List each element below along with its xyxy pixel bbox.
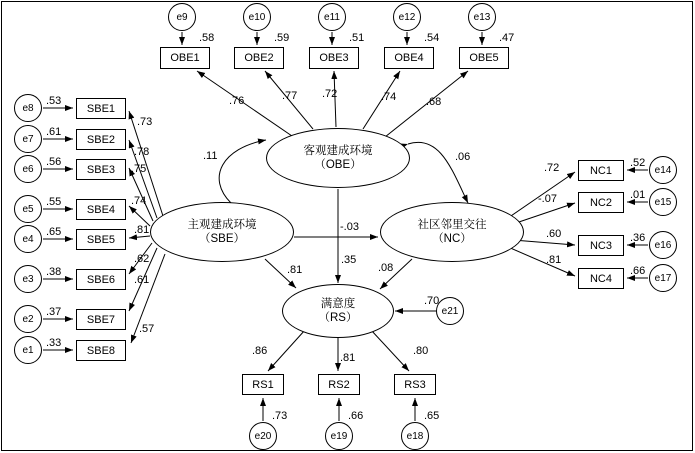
variance-e10: .59 — [274, 32, 290, 44]
edge-nc-nc2 — [513, 203, 575, 224]
loading-obe-1: .76 — [229, 95, 245, 107]
latent-obe-label-code: （OBE） — [314, 159, 362, 171]
latent-nc — [380, 202, 524, 262]
variance-e13: .47 — [499, 32, 515, 44]
error-e21: e21 — [436, 297, 464, 325]
indicator-obe5: OBE5 — [459, 47, 509, 69]
latent-obe-label-cn: 客观建成环境 — [303, 144, 373, 157]
edge-rs-rs1 — [268, 330, 305, 371]
variance-e11: .51 — [349, 32, 365, 44]
indicator-obe4: OBE4 — [384, 47, 434, 69]
error-e2: e2 — [14, 305, 42, 333]
indicator-rs2: RS2 — [318, 374, 360, 395]
error-e20: e20 — [249, 422, 277, 450]
error-e17: e17 — [649, 264, 677, 292]
error-e5: e5 — [14, 195, 42, 223]
variance-e1: .33 — [46, 337, 62, 349]
loading-nc-4: .81 — [546, 254, 562, 266]
loading-sbe-5: .81 — [134, 224, 150, 236]
variance-e7: .61 — [46, 126, 62, 138]
edge-sbe-sbe4 — [129, 206, 150, 226]
error-e1: e1 — [14, 336, 42, 364]
loading-sbe-7: .61 — [134, 274, 150, 286]
error-e19: e19 — [325, 422, 353, 450]
variance-e3: .38 — [46, 266, 62, 278]
loading-sbe-1: .73 — [137, 116, 153, 128]
latent-sbe — [150, 202, 294, 262]
variance-e5: .55 — [46, 196, 62, 208]
latent-sbe-label-cn: 主观建成环境 — [187, 218, 257, 231]
latent-rs-label-code: （RS） — [318, 312, 358, 324]
loading-rs-3: .80 — [413, 345, 429, 357]
indicator-obe1: OBE1 — [160, 47, 210, 69]
loading-sbe-6: .62 — [134, 253, 150, 265]
edge-cov-sbe-obe — [219, 140, 266, 203]
error-e7: e7 — [14, 125, 42, 153]
edge-rs-rs3 — [371, 330, 409, 371]
error-e14: e14 — [649, 156, 677, 184]
variance-e2: .37 — [46, 306, 62, 318]
indicator-obe3: OBE3 — [309, 47, 359, 69]
loading-nc-2: -.07 — [538, 193, 557, 205]
error-e9: e9 — [168, 3, 196, 31]
latent-sbe-label-code: （SBE） — [198, 233, 245, 245]
indicator-sbe6: SBE6 — [76, 269, 126, 290]
variance-e9: .58 — [199, 32, 215, 44]
edge-nc-nc3 — [513, 240, 575, 245]
loading-obe-2: .77 — [282, 90, 298, 102]
path-sbe-rs: .81 — [287, 264, 303, 276]
latent-rs — [282, 284, 394, 338]
edge-obe-obe1 — [197, 71, 292, 136]
indicator-obe2: OBE2 — [234, 47, 284, 69]
loading-rs-1: .86 — [252, 345, 268, 357]
indicator-nc2: NC2 — [578, 192, 624, 213]
indicator-rs3: RS3 — [394, 374, 436, 395]
path-obe-nc-cov: .06 — [455, 151, 471, 163]
loading-obe-3: .72 — [322, 88, 338, 100]
loading-rs-2: .81 — [340, 352, 356, 364]
loading-nc-1: .72 — [544, 162, 560, 174]
loading-sbe-8: .57 — [139, 323, 155, 335]
error-e11: e11 — [318, 3, 346, 31]
indicator-nc3: NC3 — [578, 235, 624, 256]
variance-e8: .53 — [46, 95, 62, 107]
error-e3: e3 — [14, 265, 42, 293]
indicator-sbe8: SBE8 — [76, 340, 126, 361]
variance-e4: .65 — [46, 226, 62, 238]
loading-sbe-4: .74 — [131, 195, 147, 207]
variance-e6: .56 — [46, 156, 62, 168]
indicator-nc4: NC4 — [578, 268, 624, 289]
error-e8: e8 — [14, 94, 42, 122]
error-e15: e15 — [649, 188, 677, 216]
path-sbe-nc: .35 — [341, 254, 357, 266]
loading-sbe-3: .75 — [131, 163, 147, 175]
variance-e18: .65 — [424, 410, 440, 422]
edge-sbe-sbe5 — [129, 236, 150, 238]
loading-sbe-2: .78 — [134, 146, 150, 158]
indicator-sbe4: SBE4 — [76, 199, 126, 220]
variance-e21: .70 — [424, 295, 440, 307]
error-e16: e16 — [649, 231, 677, 259]
loading-nc-3: .60 — [546, 228, 562, 240]
edge-nc-nc4 — [508, 247, 575, 276]
error-e6: e6 — [14, 155, 42, 183]
indicator-sbe1: SBE1 — [76, 98, 126, 119]
indicator-sbe7: SBE7 — [76, 309, 126, 330]
variance-e16: .36 — [630, 232, 646, 244]
error-e12: e12 — [393, 3, 421, 31]
path-sbe-obe-cov: .11 — [203, 150, 218, 162]
path-obe-rs: -.03 — [340, 221, 359, 233]
indicator-sbe3: SBE3 — [76, 159, 126, 180]
path-nc-rs: .08 — [378, 262, 394, 274]
indicator-sbe5: SBE5 — [76, 229, 126, 250]
variance-e17: .66 — [630, 265, 646, 277]
indicator-nc1: NC1 — [578, 160, 624, 181]
latent-obe — [266, 128, 410, 188]
variance-e20: .73 — [272, 410, 288, 422]
latent-nc-label-cn: 社区邻里交往 — [417, 218, 487, 231]
variance-e12: .54 — [424, 32, 440, 44]
error-e4: e4 — [14, 225, 42, 253]
variance-e14: .52 — [630, 157, 646, 169]
error-e10: e10 — [243, 3, 271, 31]
loading-obe-4: .74 — [381, 91, 397, 103]
indicator-sbe2: SBE2 — [76, 129, 126, 150]
error-e18: e18 — [401, 422, 429, 450]
indicator-rs1: RS1 — [242, 374, 284, 395]
loading-obe-5: .68 — [426, 96, 442, 108]
latent-rs-label-cn: 满意度 — [320, 297, 356, 310]
latent-nc-label-code: （NC） — [432, 233, 472, 245]
error-e13: e13 — [468, 3, 496, 31]
variance-e19: .66 — [348, 410, 364, 422]
variance-e15: .01 — [630, 189, 646, 201]
